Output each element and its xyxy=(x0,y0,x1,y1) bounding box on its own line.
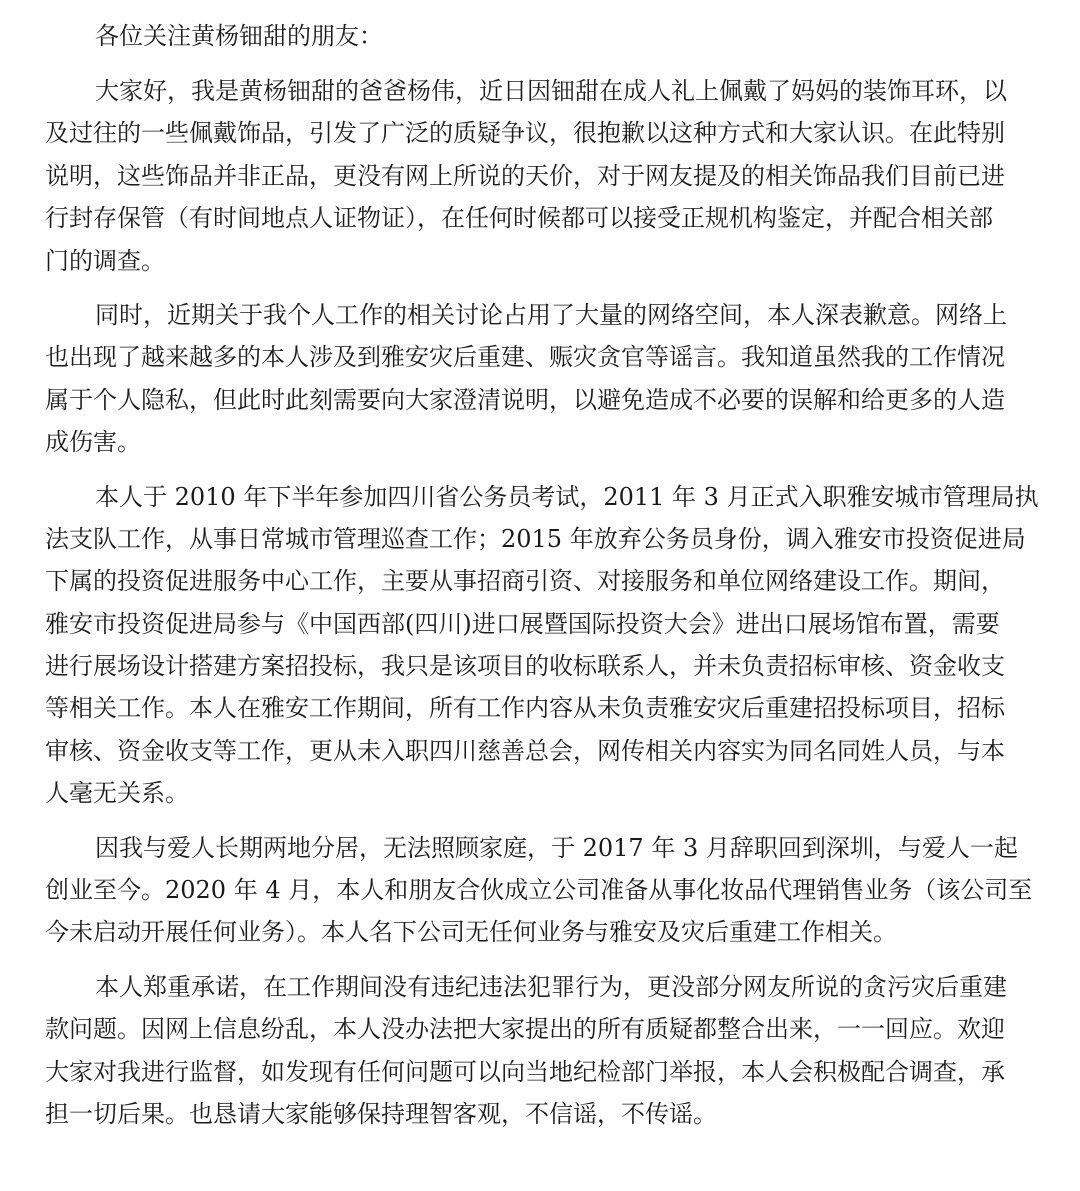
text-line: 款问题。因网上信息纷乱，本人没办法把大家提出的所有质疑都整合出来，一一回应。欢迎 xyxy=(45,1015,1005,1044)
text-line: 属于个人隐私，但此时此刻需要向大家澄清说明，以避免造成不必要的误解和给更多的人造 xyxy=(45,385,1005,414)
text-line: 创业至今。2020 年 4 月，本人和朋友合伙成立公司准备从事化妆品代理销售业务（该公司至 xyxy=(45,876,1033,905)
text-line: 审核、资金收支等工作，更从未入职四川慈善总会，网传相关内容实为同名同姓人员，与本 xyxy=(45,736,1005,765)
text-line: 也出现了越来越多的本人涉及到雅安灾后重建、赈灾贪官等谣言。我知道虽然我的工作情况 xyxy=(45,343,1005,372)
text-line: 担一切后果。也恳请大家能够保持理智客观，不信谣，不传谣。 xyxy=(45,1099,717,1128)
text-line: 说明，这些饰品并非正品，更没有网上所说的天价，对于网友提及的相关饰品我们目前已进 xyxy=(45,161,1005,190)
text-line: 大家好，我是黄杨钿甜的爸爸杨伟，近日因钿甜在成人礼上佩戴了妈妈的装饰耳环，以 xyxy=(95,77,1007,105)
text-line: 大家对我进行监督，如发现有任何问题可以向当地纪检部门举报，本人会积极配合调查，承 xyxy=(45,1057,1005,1086)
paragraph-career-history xyxy=(45,476,1045,815)
text-line: 及过往的一些佩戴饰品，引发了广泛的质疑争议，很抱歉以这种方式和大家认识。在此特别 xyxy=(45,119,1005,148)
text-line: 进行展场设计搭建方案招投标，我只是该项目的收标联系人，并未负责招标审核、资金收支 xyxy=(45,652,1005,681)
paragraph-shenzhen-business xyxy=(45,827,1045,954)
text-line: 法支队工作，从事日常城市管理巡查工作；2015 年放弃公务员身份，调入雅安市投资促进局 xyxy=(45,524,1026,553)
paragraph-work-discussion xyxy=(45,294,1045,464)
text-line: 本人于 2010 年下半年参加四川省公务员考试，2011 年 3 月正式入职雅安城市管理局执 xyxy=(95,482,1039,511)
text-line: 人毫无关系。 xyxy=(45,779,189,808)
text-line: 门的调查。 xyxy=(45,246,165,275)
text-line: 行封存保管（有时间地点人证物证），在任何时候都可以接受正规机构鉴定，并配合相关部 xyxy=(45,204,993,233)
text-line: 今未启动开展任何业务）。本人名下公司无任何业务与雅安及灾后重建工作相关。 xyxy=(45,918,897,947)
text-line: 成伤害。 xyxy=(45,428,141,457)
text-line: 本人郑重承诺，在工作期间没有违纪违法犯罪行为，更没部分网友所说的贪污灾后重建 xyxy=(95,972,1007,1001)
text-line: 雅安市投资促进局参与《中国西部(四川)进口展暨国际投资大会》进出口展场馆布置，需要 xyxy=(45,609,1000,638)
paragraph-commitment xyxy=(45,966,1045,1136)
text-line: 等相关工作。本人在雅安工作期间，所有工作内容从未负责雅安灾后重建招投标项目，招标 xyxy=(45,694,1005,723)
text-line: 同时，近期关于我个人工作的相关讨论占用了大量的网络空间，本人深表歉意。网络上 xyxy=(95,300,1007,329)
text-line: 下属的投资促进服务中心工作，主要从事招商引资、对接服务和单位网络建设工作。期间， xyxy=(45,567,1005,596)
statement-document xyxy=(45,14,1045,1135)
text-line: 因我与爱人长期两地分居，无法照顾家庭，于 2017 年 3 月辞职回到深圳，与爱人一起 xyxy=(95,833,1018,862)
salutation: 各位关注黄杨钿甜的朋友： xyxy=(95,22,383,50)
paragraph-earrings xyxy=(45,70,1045,282)
